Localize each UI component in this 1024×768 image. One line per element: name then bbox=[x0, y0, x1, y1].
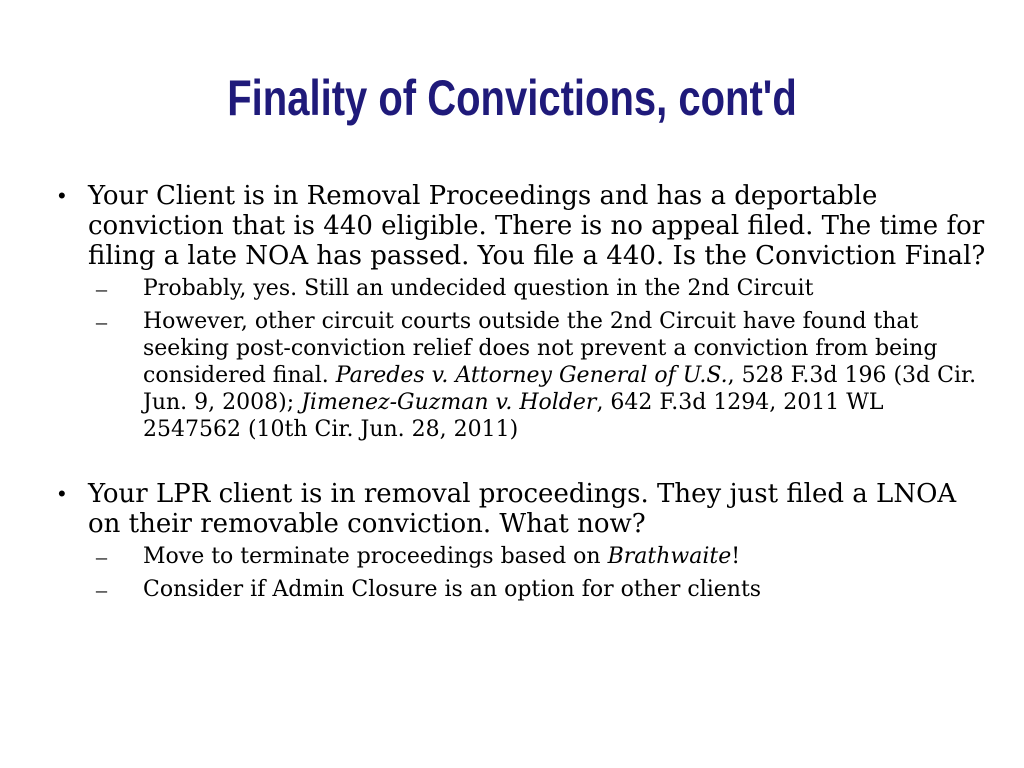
bullet-mark: • bbox=[58, 481, 66, 506]
sub-item-2-1-text-b: ! bbox=[731, 544, 741, 569]
case-citation-paredes: Paredes v. Attorney General of U.S. bbox=[335, 363, 728, 388]
sub-item-1-2-text-a: However, other circuit courts outside the 2nd Circuit have found that seeking post-conviction relief does not prevent a conviction from being considered final. bbox=[143, 309, 938, 388]
sub-item-2-1-text-a: Move to terminate proceedings based on bbox=[143, 544, 608, 569]
bullet-1-text: Your Client is in Removal Proceedings and has a deportable conviction that is 440 eligible. There is no appeal filed. The time for filing a late NOA has passed. You file a 440. Is the Conviction Final? bbox=[88, 181, 986, 271]
sub-item-2-2-text: Consider if Admin Closure is an option for other clients bbox=[143, 577, 762, 602]
slide-title: Finality of Convictions, cont'd bbox=[227, 70, 797, 126]
spacer bbox=[56, 449, 986, 479]
sub-item-1-2-text-b: , 528 F.3d 196 (3d Cir. Jun. 9, 2008); bbox=[143, 363, 977, 415]
sub-item-1-2-text-c: , 642 F.3d 1294, 2011 WL 2547562 (10th Cir. Jun. 28, 2011) bbox=[143, 390, 884, 442]
sub-dash: – bbox=[96, 577, 107, 602]
case-citation-jimenez-guzman: Jimenez-Guzman v. Holder bbox=[301, 390, 597, 415]
sub-item-1-1-text: Probably, yes. Still an undecided question in the 2nd Circuit bbox=[143, 276, 814, 301]
sub-dash: – bbox=[96, 276, 107, 301]
sub-dash: – bbox=[96, 544, 107, 569]
case-citation-brathwaite: Brathwaite bbox=[607, 544, 732, 569]
bullet-1 bbox=[56, 181, 986, 271]
sub-item-2-2 bbox=[88, 576, 986, 603]
bullet-2 bbox=[56, 479, 986, 539]
bullet-2-text: Your LPR client is in removal proceedings. They just filed a LNOA on their removable conviction. What now? bbox=[88, 479, 957, 539]
sub-item-1-2 bbox=[88, 308, 986, 443]
bullet-1-subitems bbox=[88, 275, 986, 443]
slide-body bbox=[56, 181, 986, 609]
bullet-mark: • bbox=[58, 183, 66, 208]
sub-item-1-1 bbox=[88, 275, 986, 302]
sub-dash: – bbox=[96, 309, 107, 334]
bullet-2-subitems bbox=[88, 543, 986, 603]
sub-item-2-1 bbox=[88, 543, 986, 570]
